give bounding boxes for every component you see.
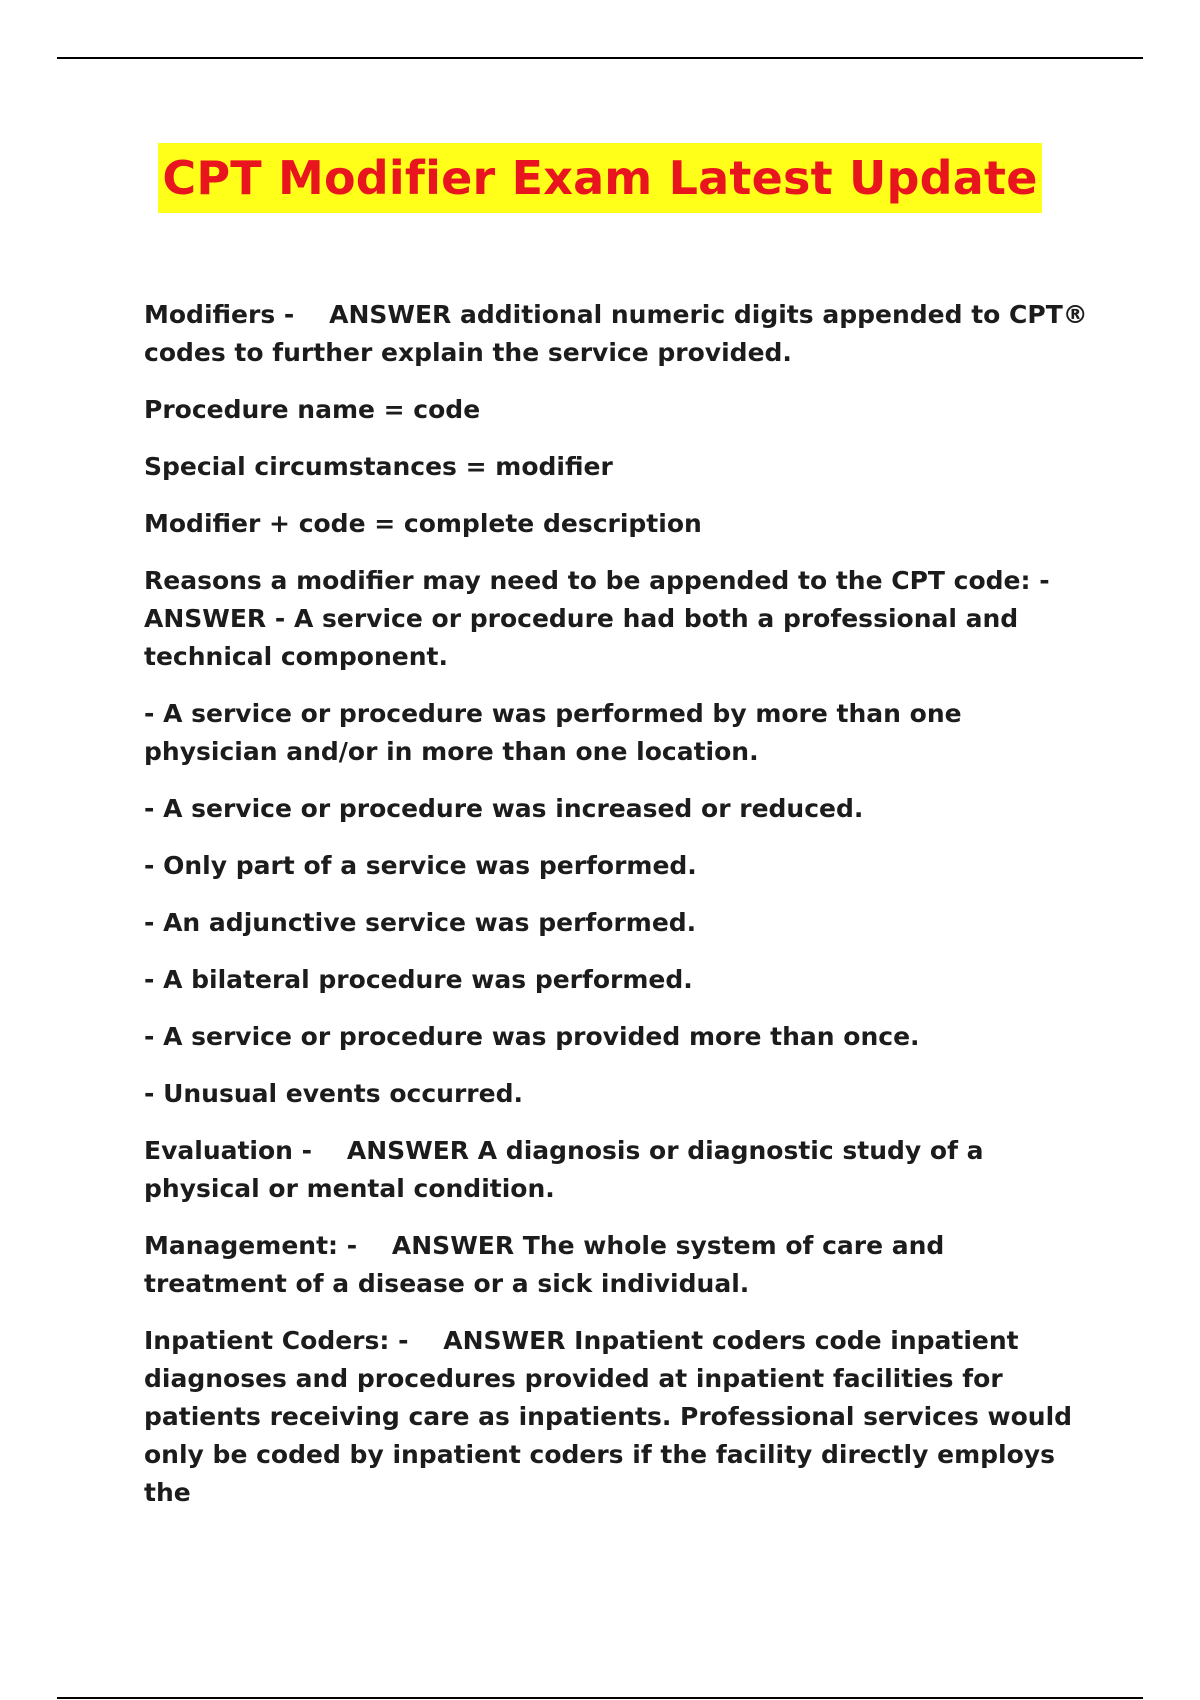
- list-item-more-than-one-physician: - A service or procedure was performed by more than one physician and/or in more than one location.: [144, 699, 971, 766]
- page-title: CPT Modifier Exam Latest Update: [158, 143, 1041, 213]
- paragraph-management: Management: - ANSWER The whole system of care and treatment of a disease or a sick individual.: [144, 1231, 954, 1298]
- document-body: [144, 296, 1097, 1531]
- list-item-increased-or-reduced: - A service or procedure was increased or reduced.: [144, 794, 864, 823]
- list-item-adjunctive: - An adjunctive service was performed.: [144, 908, 697, 937]
- list-item-unusual-events: - Unusual events occurred.: [144, 1079, 523, 1108]
- list-item-more-than-once: - A service or procedure was provided more than once.: [144, 1022, 920, 1051]
- paragraph-procedure-name: Procedure name = code: [144, 395, 481, 424]
- footer-rule: [57, 1697, 1143, 1699]
- paragraph-reasons-modifier: Reasons a modifier may need to be appended to the CPT code: - ANSWER - A service or procedure had both a professional and technical component.: [144, 566, 1059, 671]
- paragraph-modifiers-definition: Modifiers - ANSWER additional numeric digits appended to CPT® codes to further explain the service provided.: [144, 300, 1097, 367]
- paragraph-inpatient-coders: Inpatient Coders: - ANSWER Inpatient coders code inpatient diagnoses and procedures provided at inpatient facilities for patients receiving care as inpatients. Professional services would only be coded by inpatient coders if the facility directly employs the: [144, 1326, 1081, 1507]
- list-item-only-part: - Only part of a service was performed.: [144, 851, 697, 880]
- paragraph-evaluation: Evaluation - ANSWER A diagnosis or diagnostic study of a physical or mental condition.: [144, 1136, 993, 1203]
- paragraph-special-circumstances: Special circumstances = modifier: [144, 452, 613, 481]
- list-item-bilateral: - A bilateral procedure was performed.: [144, 965, 693, 994]
- header-rule: [57, 57, 1143, 59]
- title-container: [0, 143, 1200, 213]
- paragraph-modifier-plus-code: Modifier + code = complete description: [144, 509, 702, 538]
